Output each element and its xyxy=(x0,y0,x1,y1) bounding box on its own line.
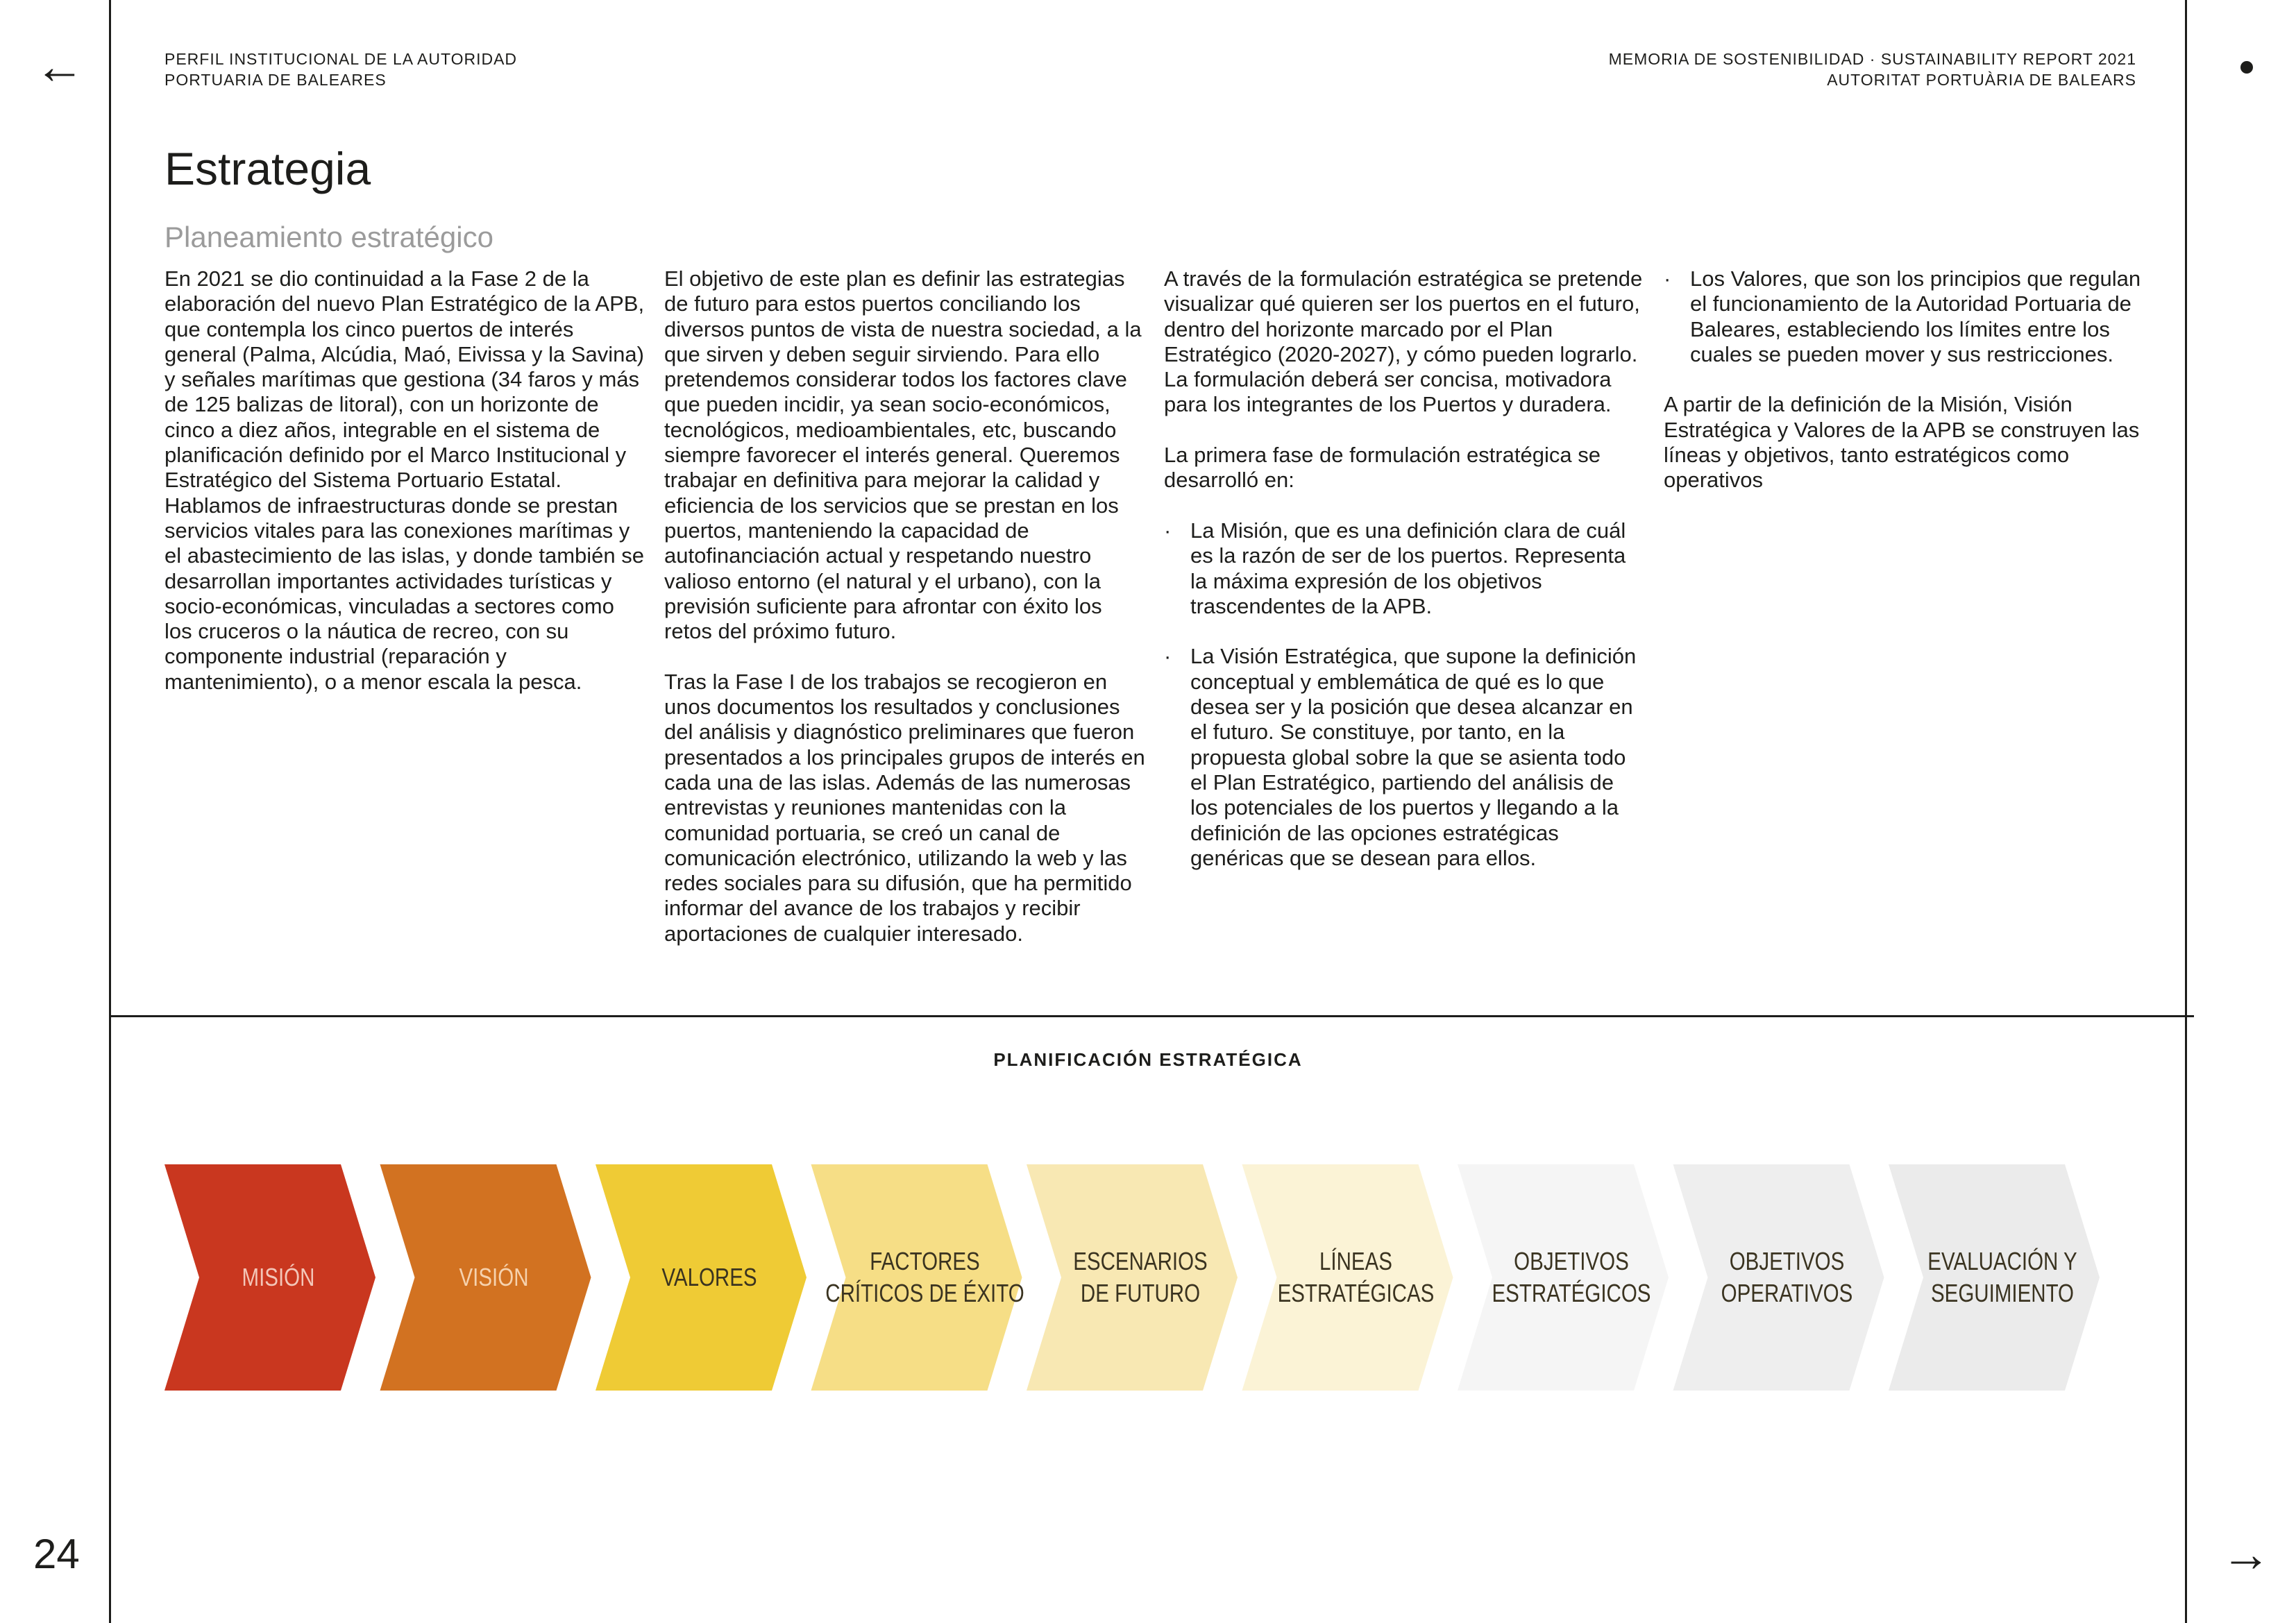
chevron-step-5 xyxy=(1027,1164,1238,1391)
chevron-step-6 xyxy=(1242,1164,1453,1391)
chevron-label-2 xyxy=(459,1263,528,1291)
back-arrow-icon[interactable]: ← xyxy=(35,39,85,94)
chevron-label-line: ESTRATÉGICAS xyxy=(1277,1279,1435,1307)
paragraph: A partir de la definición de la Misión, Visión Estratégica y Valores de la APB se construyen las líneas y objetivos, tanto estratégicos como operativos xyxy=(1664,392,2140,493)
chevron-step-8 xyxy=(1673,1164,1884,1391)
chevron-step-7 xyxy=(1458,1164,1669,1391)
page-title: Estrategia xyxy=(164,143,371,194)
chevron-label-line: VALORES xyxy=(661,1263,757,1291)
header-left-line-1: PERFIL INSTITUCIONAL DE LA AUTORIDAD xyxy=(164,50,518,68)
chevron-label-line: SEGUIMIENTO xyxy=(1930,1279,2075,1307)
bullet-mark: · xyxy=(1164,518,1172,543)
chevron-label-line: OBJETIVOS xyxy=(1729,1247,1845,1275)
diagram-title: PLANIFICACIÓN ESTRATÉGICA xyxy=(993,1049,1303,1070)
bullet-text: La Visión Estratégica, que supone la definición conceptual y emblemática de qué es lo que desea ser y la posición que desea alcanzar en el futuro. Se constituye, por tanto, en la propuesta global sobre la que se asienta todo el Plan Estratégico, partiendo del análisis de los potenciales de los puertos y llegando a la definición de las opciones estratégicas genéricas que se desean para ellos. xyxy=(1190,644,1637,870)
bullet-text: La Misión, que es una definición clara de cuál es la razón de ser de los puertos. Representa la máxima expresión de los objetivos trascendentes de la APB. xyxy=(1190,518,1626,618)
chevron-label-line: ESTRATÉGICOS xyxy=(1492,1279,1651,1307)
chevron-label-1 xyxy=(242,1263,315,1291)
paragraph: La primera fase de formulación estratégica se desarrolló en: xyxy=(1164,443,1601,493)
chevron-label-line: MISIÓN xyxy=(242,1263,315,1291)
page-subtitle: Planeamiento estratégico xyxy=(164,221,493,253)
paragraph: Tras la Fase I de los trabajos se recogieron en unos documentos los resultados y conclusiones del análisis y diagnóstico preliminares que fueron presentados a los principales grupos de interés en cada una de las islas. Además de las numerosas entrevistas y reuniones mantenidas con la comunidad portuaria, se creó un canal de comunicación electrónico, utilizando la web y las redes sociales para su difusión, que ha permitido informar del avance de los trabajos y recibir aportaciones de cualquier interesado. xyxy=(664,669,1145,946)
chevron-step-9 xyxy=(1889,1164,2100,1391)
paragraph: El objetivo de este plan es definir las estrategias de futuro para estos puertos conciliando los diversos puntos de vista de nuestra sociedad, a la que sirven y deben seguir sirviendo. Para ello pretendemos considerar todos los factores clave que pueden incidir, ya sean socio-económicos, tecnológicos, medioambientales, etc, buscando siempre favorecer el interés general. Queremos trabajar en definitiva para mejorar la calidad y eficiencia de los servicios que se prestan en los puertos, manteniendo la capacidad de autofinanciación actual y respetando nuestro valioso entorno (el natural y el urbano), con la previsión suficiente para afrontar con éxito los retos del próximo futuro. xyxy=(664,266,1142,644)
chevron-label-line: OPERATIVOS xyxy=(1721,1279,1853,1307)
paragraph: A través de la formulación estratégica se pretende visualizar qué quieren ser los puertos en el futuro, dentro del horizonte marcado por el Plan Estratégico (2020-2027), y cómo pueden lograrlo. La formulación deberá ser concisa, motivadora para los integrantes de los Puertos y duradera. xyxy=(1164,266,1643,417)
header-right-line-2: AUTORITAT PORTUÀRIA DE BALEARS xyxy=(1827,71,2136,89)
chevron-label-line: CRÍTICOS DE ÉXITO xyxy=(825,1279,1024,1307)
chevron-label-line: OBJETIVOS xyxy=(1514,1247,1629,1275)
chevron-label-line: FACTORES xyxy=(870,1247,980,1275)
chevron-label-line: DE FUTURO xyxy=(1080,1279,1201,1307)
bullet-mark: · xyxy=(1664,266,1671,291)
chevron-step-4 xyxy=(811,1164,1022,1391)
chevron-label-3 xyxy=(661,1263,757,1291)
chevron-label-line: ESCENARIOS xyxy=(1073,1247,1208,1275)
page-number: 24 xyxy=(33,1531,80,1577)
header-right-line-1: MEMORIA DE SOSTENIBILIDAD · SUSTAINABILITY REPORT 2021 xyxy=(1608,50,2136,68)
header-left-line-2: PORTUARIA DE BALEARES xyxy=(164,71,387,89)
next-arrow-icon[interactable]: → xyxy=(2221,1527,2271,1582)
chevron-label-line: EVALUACIÓN Y xyxy=(1927,1247,2077,1275)
chevron-label-line: LÍNEAS xyxy=(1319,1247,1392,1275)
bullet-text: Los Valores, que son los principios que regulan el funcionamiento de la Autoridad Portuaria de Baleares, estableciendo los límites entre los cuales se pueden mover y sus restricciones. xyxy=(1690,266,2141,366)
chevron-label-line: VISIÓN xyxy=(459,1263,529,1291)
bullet-mark: · xyxy=(1164,644,1172,669)
paragraph: En 2021 se dio continuidad a la Fase 2 de la elaboración del nuevo Plan Estratégico de la APB, que contempla los cinco puertos de interés general (Palma, Alcúdia, Maó, Eivissa y la Savina) y señales marítimas que gestiona (34 faros y más de 125 balizas de litoral), con un horizonte de cinco a diez años, integrable en el sistema de planificación definido por el Marco Institucional y Estratégico del Sistema Portuario Estatal. Hablamos de infraestructuras donde se prestan servicios vitales para las conexiones marítimas y el abastecimiento de las islas, y donde también se desarrollan importantes actividades turísticas y socio-económicas, vinculadas a sectores como los cruceros o la náutica de recreo, con su componente industrial (reparación y mantenimiento), o a menor escala la pesca. xyxy=(164,266,645,694)
